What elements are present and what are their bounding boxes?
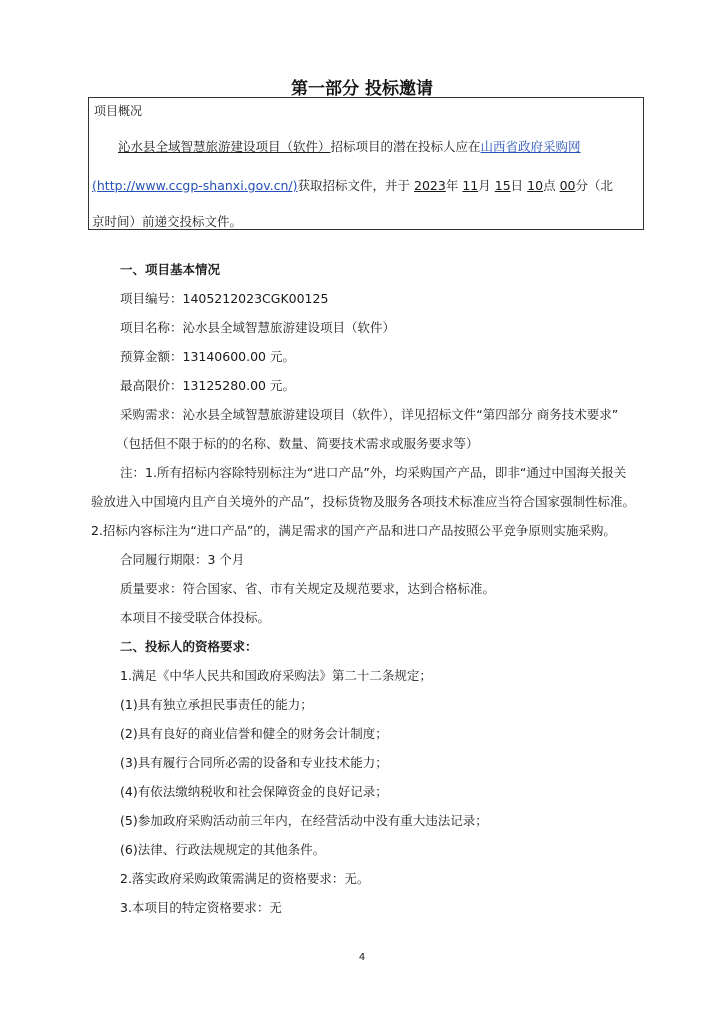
qualification-line: (1)具有独立承担民事责任的能力； bbox=[120, 697, 313, 712]
max-price: 最高限价：13125280.00 元。 bbox=[120, 378, 295, 393]
procurement-requirement: 采购需求：沁水县全域智慧旅游建设项目（软件），详见招标文件“第四部分 商务技术要求” bbox=[120, 407, 619, 422]
month-unit: 月 bbox=[478, 178, 491, 193]
project-overview-box bbox=[88, 97, 644, 230]
overview-text-b: 获取招标文件，并于 bbox=[297, 178, 411, 193]
project-name: 项目名称：沁水县全域智慧旅游建设项目（软件） bbox=[120, 320, 396, 335]
note-line-2: 验放进入中国境内且产自关境外的产品”，投标货物及服务各项技术标准应当符合国家强制性标准。 bbox=[91, 494, 635, 509]
deadline-year: 2023 bbox=[414, 178, 446, 193]
section1-heading: 一、项目基本情况 bbox=[120, 262, 221, 277]
contract-period: 合同履行期限：3 个月 bbox=[120, 552, 245, 567]
deadline-minute: 00 bbox=[559, 178, 576, 193]
overview-line-3: 京时间）前递交投标文件。 bbox=[92, 214, 243, 229]
qualification-line: (5)参加政府采购活动前三年内，在经营活动中没有重大违法记录； bbox=[120, 813, 488, 828]
qualification-line: 3.本项目的特定资格要求：无 bbox=[120, 900, 282, 915]
minute-unit: 分（北 bbox=[575, 178, 613, 193]
note-line-3: 2.招标内容标注为“进口产品”的，满足需求的国产产品和进口产品按照公平竞争原则实施采购。 bbox=[91, 523, 616, 538]
day-unit: 日 bbox=[510, 178, 524, 193]
qualification-line: (6)法律、行政法规规定的其他条件。 bbox=[120, 842, 326, 857]
consortium-note: 本项目不接受联合体投标。 bbox=[120, 610, 271, 625]
page-title: 第一部分 投标邀请 bbox=[291, 79, 433, 99]
overview-text-a: 招标项目的潜在投标人应在 bbox=[330, 139, 481, 154]
year-unit: 年 bbox=[445, 178, 459, 193]
deadline-day: 15 bbox=[494, 178, 511, 193]
overview-line-1 bbox=[118, 137, 581, 155]
overview-label: 项目概况 bbox=[94, 104, 143, 118]
qualification-line: (3)具有履行合同所必需的设备和专业技术能力； bbox=[120, 755, 388, 770]
qualification-line: 1.满足《中华人民共和国政府采购法》第二十二条规定； bbox=[120, 668, 432, 683]
overview-line-2 bbox=[92, 176, 613, 194]
hour-unit: 点 bbox=[543, 178, 556, 193]
requirement-note: （包括但不限于标的的名称、数量、简要技术需求或服务要求等） bbox=[116, 436, 479, 451]
site-name-link[interactable]: 山西省政府采购网 bbox=[480, 139, 581, 154]
deadline-month: 11 bbox=[462, 178, 479, 193]
section2-heading: 二、投标人的资格要求： bbox=[120, 639, 258, 654]
overview-project-name: 沁水县全域智慧旅游建设项目（软件） bbox=[118, 139, 331, 154]
deadline-hour: 10 bbox=[527, 178, 544, 193]
project-number: 项目编号：1405212023CGK00125 bbox=[120, 291, 329, 306]
page-number: 4 bbox=[358, 952, 366, 963]
quality-requirement: 质量要求：符合国家、省、市有关规定及规范要求，达到合格标准。 bbox=[120, 581, 496, 596]
qualification-line: (2)具有良好的商业信誉和健全的财务会计制度； bbox=[120, 726, 388, 741]
qualification-line: (4)有依法缴纳税收和社会保障资金的良好记录； bbox=[120, 784, 388, 799]
note-line-1: 注：1.所有招标内容除特别标注为“进口产品”外，均采购国产产品，即非“通过中国海关报关 bbox=[120, 465, 627, 480]
budget-amount: 预算金额：13140600.00 元。 bbox=[120, 349, 295, 364]
qualification-line: 2.落实政府采购政策需满足的资格要求：无。 bbox=[120, 871, 370, 886]
site-url-link[interactable]: (http://www.ccgp-shanxi.gov.cn/) bbox=[92, 178, 298, 193]
